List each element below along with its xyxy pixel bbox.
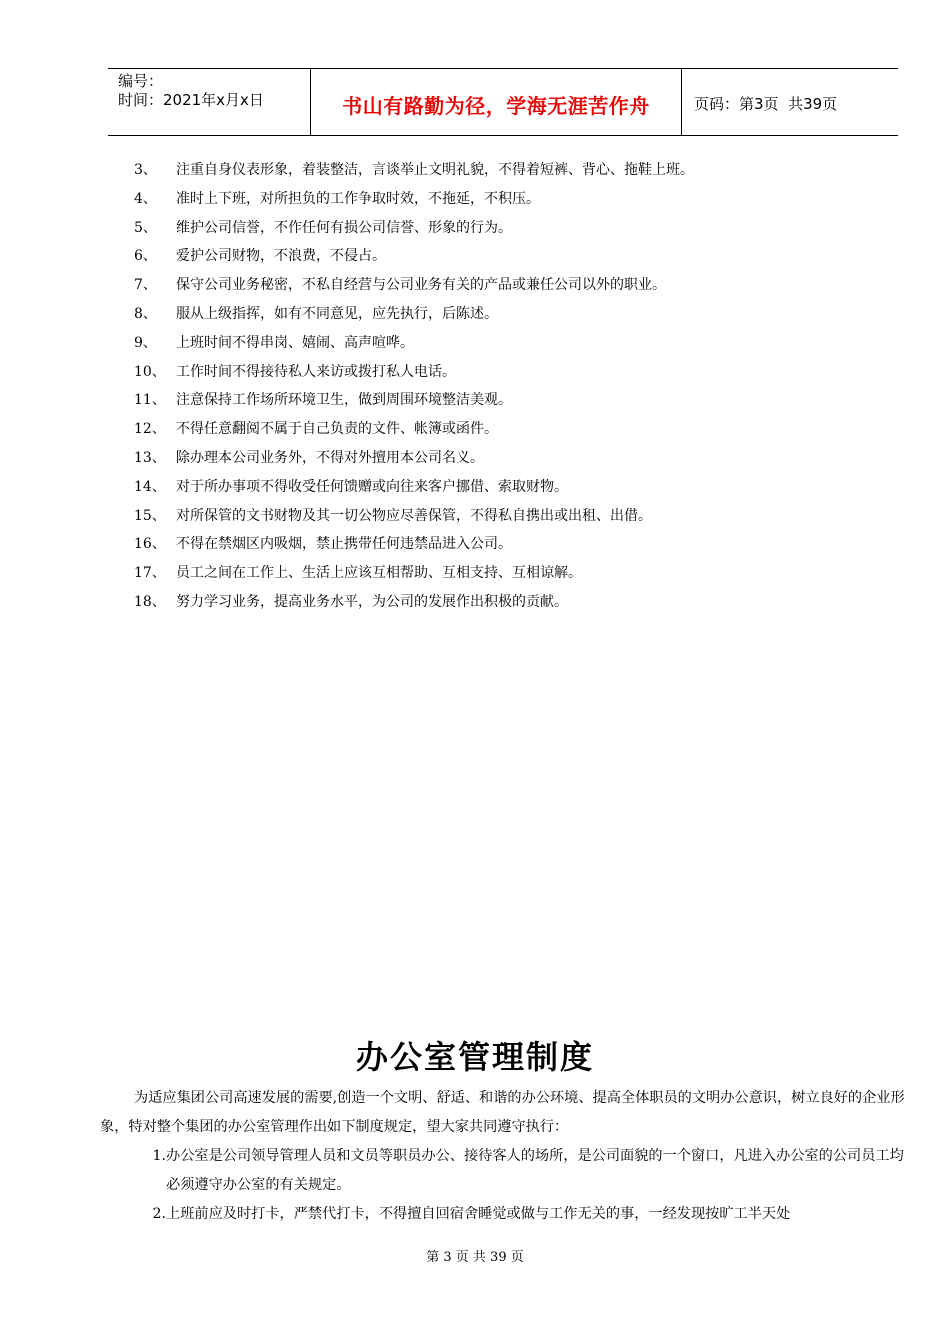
rule-text: 除办理本公司业务外，不得对外擅用本公司名义。 [176,449,484,466]
rule-text: 努力学习业务，提高业务水平，为公司的发展作出积极的贡献。 [176,593,568,610]
rule-number: 12、 [134,421,166,438]
list-item [134,530,894,559]
list-item [134,386,894,415]
rules-list [134,156,894,617]
header-meta [108,69,310,135]
list-item [134,588,894,617]
list-item [100,1142,915,1199]
rule-number: 15、 [134,507,166,524]
header-page-info [682,69,898,135]
item-number: 2. [152,1206,166,1222]
section-intro: 为适应集团公司高速发展的需要,创造一个文明、舒适、和谐的办公环境、提高全体职员的文明办公意识，树立良好的企业形象，特对整个集团的办公室管理作出如下制度规定，望大家共同遵守执行： [100,1090,905,1135]
section-title: 办公室管理制度 [355,1038,594,1076]
item-text: 办公室是公司领导管理人员和文员等职员办公、接待客人的场所，是公司面貌的一个窗口，凡进入办公室的公司员工均必须遵守办公室的有关规定。 [166,1148,904,1193]
rule-text: 对于所办事项不得收受任何馈赠或向往来客户挪借、索取财物。 [176,478,568,495]
item-number: 1. [152,1148,166,1164]
rule-number: 13、 [134,449,166,466]
list-item [134,214,894,243]
document-number-label: 编号： [118,72,164,90]
list-item [134,242,894,271]
rule-number: 16、 [134,536,166,553]
rule-number: 3、 [134,162,157,178]
list-item [134,329,894,358]
rule-number: 9、 [134,334,157,351]
rule-text: 员工之间在工作上、生活上应该互相帮助、互相支持、互相谅解。 [176,565,582,582]
list-item [134,473,894,502]
rule-number: 7、 [134,277,157,294]
list-item [134,502,894,531]
list-item [134,185,894,214]
rule-text: 准时上下班，对所担负的工作争取时效，不拖延，不积压。 [176,190,540,207]
list-item [134,300,894,329]
rule-number: 17、 [134,565,166,582]
list-item [134,415,894,444]
rule-number: 8、 [134,305,157,322]
rule-text: 服从上级指挥，如有不同意见，应先执行，后陈述。 [176,305,498,322]
list-item [100,1200,915,1229]
rule-number: 10、 [134,363,166,380]
rule-text: 维护公司信誉，不作任何有损公司信誉、形象的行为。 [176,219,512,236]
rule-text: 工作时间不得接待私人来访或拨打私人电话。 [176,363,456,380]
rule-text: 上班时间不得串岗、嬉闹、高声喧哗。 [176,334,414,351]
document-date: 时间：2021年x月x日 [118,91,264,109]
rule-number: 4、 [134,190,157,207]
list-item [134,358,894,387]
rule-text: 保守公司业务秘密，不私自经营与公司业务有关的产品或兼任公司以外的职业。 [176,277,666,294]
rule-number: 5、 [134,219,157,236]
rule-text: 对所保管的文书财物及其一切公物应尽善保管，不得私自携出或出租、出借。 [176,507,652,524]
page-header [108,68,898,136]
list-item [134,559,894,588]
rule-number: 6、 [134,248,157,265]
rule-number: 11、 [134,392,166,409]
rule-text: 爱护公司财物，不浪费，不侵占。 [176,248,386,265]
rule-text: 注意保持工作场所环境卫生，做到周围环境整洁美观。 [176,392,512,409]
list-item [134,444,894,473]
header-motto: 书山有路勤为径，学海无涯苦作舟 [310,69,682,135]
page-footer [0,1246,950,1265]
header-page-info-text: 页码：第3页 共39页 [694,94,838,113]
rule-text: 注重自身仪表形象，着装整洁，言谈举止文明礼貌，不得着短裤、背心、拖鞋上班。 [176,162,694,178]
rule-text: 不得任意翻阅不属于自己负责的文件、帐簿或函件。 [176,421,498,438]
list-item [134,156,894,185]
footer-page-number: 第 3 页 共 39 页 [426,1250,524,1265]
rule-number: 14、 [134,478,166,495]
rule-number: 18、 [134,593,166,610]
rule-text: 不得在禁烟区内吸烟，禁止携带任何违禁品进入公司。 [176,536,512,553]
list-item [134,271,894,300]
item-text: 上班前应及时打卡，严禁代打卡，不得擅自回宿舍睡觉或做与工作无关的事，一经发现按旷工半天处 [166,1206,791,1222]
